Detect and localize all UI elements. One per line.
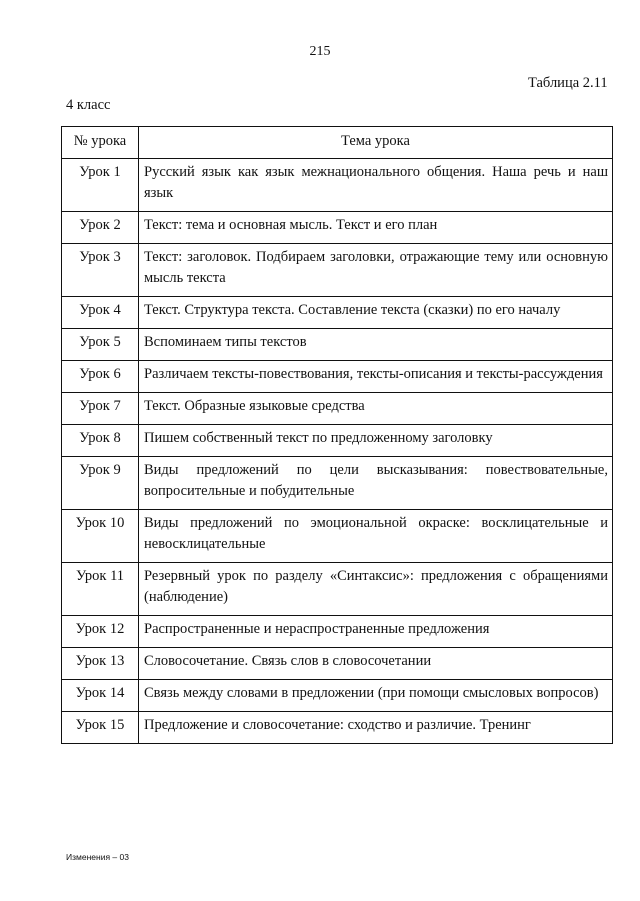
- grade-label: 4 класс: [66, 97, 111, 113]
- lesson-number: Урок 13: [62, 648, 139, 680]
- table-row: [62, 680, 613, 712]
- lesson-number: Урок 2: [62, 212, 139, 244]
- table-row: [62, 361, 613, 393]
- lesson-topic: Виды предложений по эмоциональной окраске: восклицательные и невосклицательные: [139, 510, 613, 563]
- table-row: [62, 510, 613, 563]
- lesson-table: [61, 126, 613, 744]
- lesson-number: Урок 8: [62, 425, 139, 457]
- table-row: [62, 297, 613, 329]
- lesson-topic: Русский язык как язык межнационального общения. Наша речь и наш язык: [139, 159, 613, 212]
- table-row: [62, 563, 613, 616]
- page-number: 215: [309, 44, 331, 59]
- table-row: [62, 159, 613, 212]
- lesson-topic: Предложение и словосочетание: сходство и различие. Тренинг: [139, 712, 613, 744]
- table-row: [62, 648, 613, 680]
- header-lesson-number: № урока: [62, 127, 139, 159]
- lesson-topic: Вспоминаем типы текстов: [139, 329, 613, 361]
- lesson-number: Урок 5: [62, 329, 139, 361]
- lesson-topic: Текст: заголовок. Подбираем заголовки, отражающие тему или основную мысль текста: [139, 244, 613, 297]
- table-row: [62, 616, 613, 648]
- lesson-number: Урок 10: [62, 510, 139, 563]
- lesson-topic: Распространенные и нераспространенные предложения: [139, 616, 613, 648]
- lesson-topic: Пишем собственный текст по предложенному заголовку: [139, 425, 613, 457]
- lesson-number: Урок 6: [62, 361, 139, 393]
- table-row: [62, 712, 613, 744]
- lesson-number: Урок 14: [62, 680, 139, 712]
- lesson-number: Урок 12: [62, 616, 139, 648]
- lesson-topic: Виды предложений по цели высказывания: повествовательные, вопросительные и побудительные: [139, 457, 613, 510]
- lesson-number: Урок 1: [62, 159, 139, 212]
- lesson-number: Урок 9: [62, 457, 139, 510]
- lesson-topic: Резервный урок по разделу «Синтаксис»: предложения с обращениями (наблюдение): [139, 563, 613, 616]
- table-row: [62, 244, 613, 297]
- revision-footer: Изменения – 03: [66, 852, 129, 862]
- table-row: [62, 393, 613, 425]
- lesson-topic: Текст. Образные языковые средства: [139, 393, 613, 425]
- table-row: [62, 425, 613, 457]
- lesson-number: Урок 4: [62, 297, 139, 329]
- header-lesson-topic: Тема урока: [139, 127, 613, 159]
- lesson-topic: Связь между словами в предложении (при помощи смысловых вопросов): [139, 680, 613, 712]
- table-row: [62, 457, 613, 510]
- lesson-topic: Текст. Структура текста. Составление текста (сказки) по его началу: [139, 297, 613, 329]
- table-row: [62, 329, 613, 361]
- lesson-topic: Текст: тема и основная мысль. Текст и его план: [139, 212, 613, 244]
- table-header-row: [62, 127, 613, 159]
- lesson-topic: Словосочетание. Связь слов в словосочетании: [139, 648, 613, 680]
- lesson-number: Урок 7: [62, 393, 139, 425]
- lesson-number: Урок 15: [62, 712, 139, 744]
- table-row: [62, 212, 613, 244]
- lesson-topic: Различаем тексты-повествования, тексты-описания и тексты-рассуждения: [139, 361, 613, 393]
- table-caption: Таблица 2.11: [528, 75, 608, 91]
- lesson-number: Урок 11: [62, 563, 139, 616]
- lesson-number: Урок 3: [62, 244, 139, 297]
